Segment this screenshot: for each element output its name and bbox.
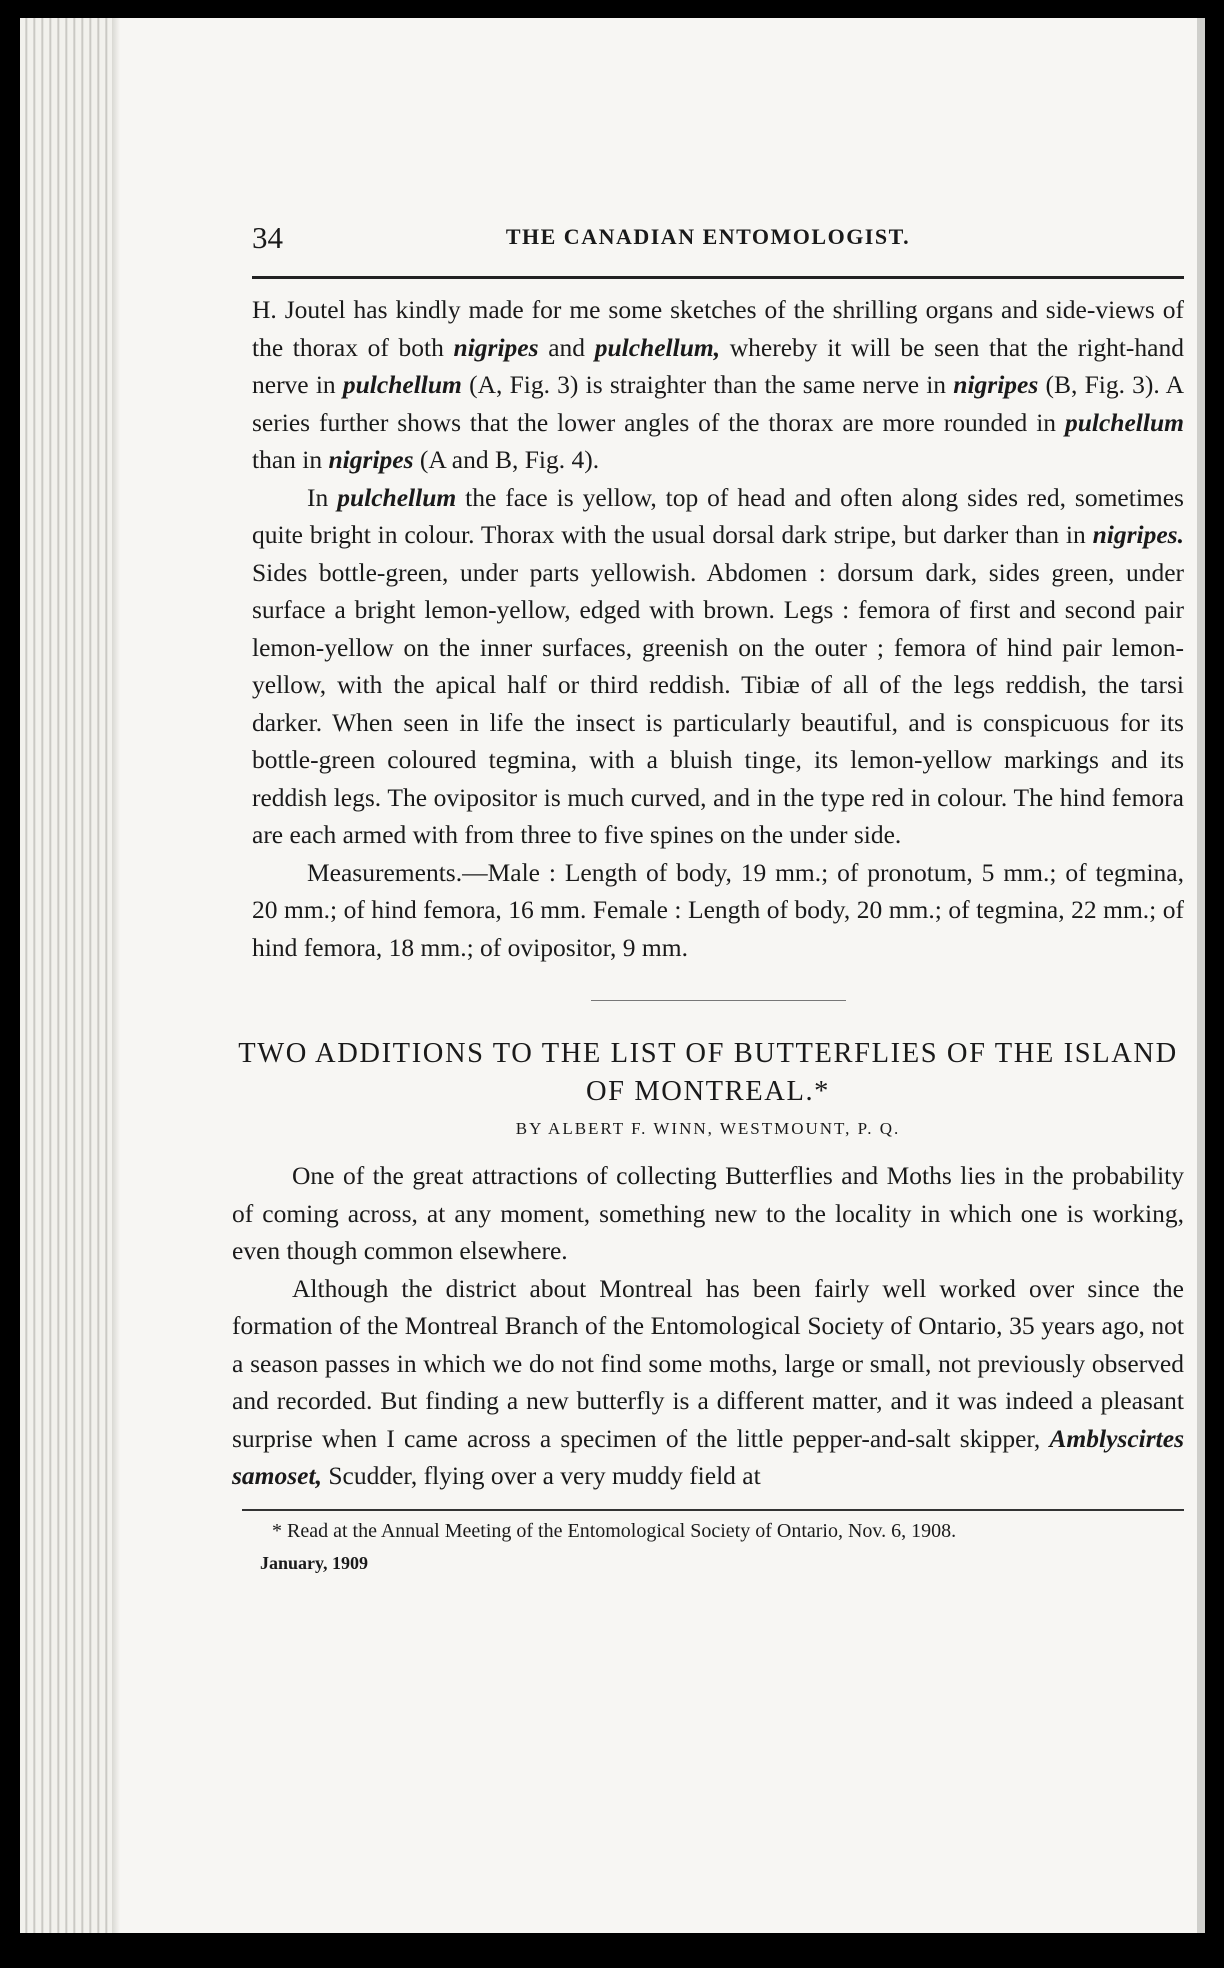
paragraph: Although the district about Montreal has been fairly well worked over since the formation of the Montreal Branch of the Entomological Society of Ontario, 35 years ago, not a season passes in which we do not find some moths, large or small, not previously observed and recorded. But finding a new butterfly is a different matter, and it was indeed a pleasant surprise when I came across a specimen of the little pepper-and-salt skipper, Amblyscirtes samoset, Scudder, flying over a very muddy field at bbox=[232, 1273, 1184, 1490]
page-number: 34 bbox=[252, 220, 283, 255]
article-title: TWO ADDITIONS TO THE LIST OF BUTTERFLIES OF THE ISLAND OF MONTREAL.* bbox=[238, 1038, 1178, 1107]
paragraph: H. Joutel has kindly made for me some sketches of the shrilling organs and side-views of the thorax of both nigripes and pulchellum, whereby it will be seen that the right-hand nerve in pulchellum (A, Fig. 3) is straighter than the same nerve in nigripes (B, Fig. 3). A series further shows that the lower angles of the thorax are more rounded in pulchellum than in nigripes (A and B, Fig. 4). bbox=[252, 295, 1184, 474]
article-body bbox=[232, 1157, 1184, 1495]
page-header bbox=[232, 208, 1184, 255]
page-right-edge bbox=[1197, 18, 1205, 1933]
paragraph: In pulchellum the face is yellow, top of head and often along sides red, sometimes quite bright in colour. Thorax with the usual dorsal dark stripe, but darker than in nigripes. Sides bottle-green, under parts yellowish. Abdomen : dorsum dark, sides green, under surface a bright lemon-yellow, edged with brown. Legs : femora of first and second pair lemon-yellow on the inner surfaces, greenish on the outer ; femora of hind pair lemon-yellow, with the apical half or third reddish. Tibiæ of all of the legs reddish, the tarsi darker. When seen in life the insect is particularly beautiful, and is conspicuous for its bottle-green coloured tegmina, with a bluish tinge, its lemon-yellow markings and its reddish legs. The ovipositor is much curved, and in the type red in colour. The hind femora are each armed with from three to five spines on the under side. bbox=[252, 482, 1184, 849]
paragraph: One of the great attractions of collecting Butterflies and Moths lies in the probability of coming across, at any moment, something new to the locality in which one is working, even though common elsewhere. bbox=[232, 1161, 1184, 1265]
header-rule bbox=[252, 276, 1184, 279]
section-previous-article bbox=[252, 291, 1184, 966]
page-stack-edge bbox=[20, 18, 120, 1933]
measurements-paragraph: Measurements.—Male : Length of body, 19 mm.; of pronotum, 5 mm.; of tegmina, 20 mm.; of hind femora, 16 mm. Female : Length of body, 20 mm.; of tegmina, 22 mm.; of hind femora, 18 mm.; of ovipositor, 9 mm. bbox=[252, 857, 1184, 962]
book-page bbox=[20, 18, 1205, 1933]
article-byline: BY ALBERT F. WINN, WESTMOUNT, P. Q. bbox=[515, 1119, 901, 1138]
footnote-rule bbox=[242, 1509, 1184, 1511]
issue-date: January, 1909 bbox=[260, 1552, 369, 1573]
running-head: THE CANADIAN ENTOMOLOGIST. bbox=[505, 224, 911, 249]
footnote: * Read at the Annual Meeting of the Entomological Society of Ontario, Nov. 6, 1908. bbox=[272, 1519, 957, 1542]
page-content bbox=[232, 208, 1184, 1574]
section-separator bbox=[591, 1000, 846, 1001]
